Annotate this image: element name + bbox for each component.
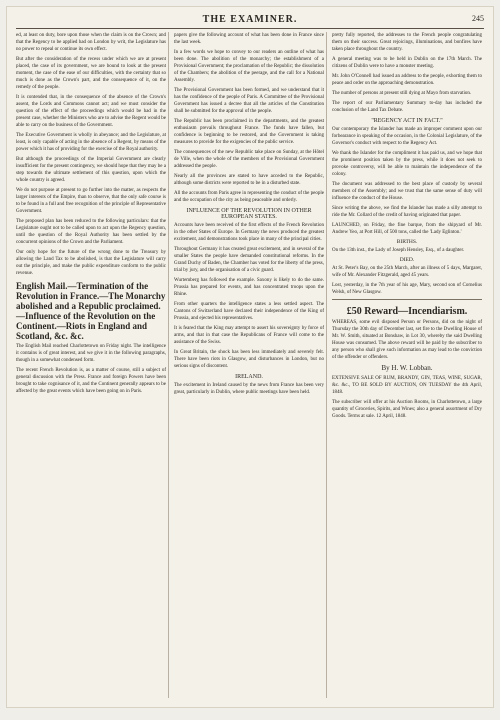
col3-paragraph-6: Our contemporary the Islander has made an improper comment upon our forbearance in speaking of the occasion, in the Colonial Legislature, of the Governor's conduct with respect to the Regency Act. [332, 127, 482, 146]
section-heading-regency: "REGENCY ACT IN FACT." [371, 118, 443, 124]
col1-paragraph-4: The Executive Government is wholly in abeyance; and the Legislature, at least, is only capable of acting in the absence of a Regent, by means of the power which it has of providing for the exercise of the Royal authority. [16, 133, 166, 152]
died-heading: DIED. [399, 257, 415, 263]
reward-ad-body: WHEREAS, some evil disposed Person or Persons, did on the night of Thursday the 30th day of December last, set fire to the Dwelling House of Mr. W. Smith, situated at Bonshaw, in Lot 30, whereby the said Dwelling House was consumed. The above reward will be paid by the subscriber to any person who shall give such information as may lead to the conviction of the offender or offenders. [332, 320, 482, 360]
col2-paragraph-7: All the accounts from Paris agree in representing the conduct of the people and the occupation of the city as being peaceable and orderly. [174, 191, 324, 203]
col2-paragraph-6: Nearly all the provinces are stated to have acceded to the Republic, although some districts were reported to be in a disturbed state. [174, 174, 324, 186]
col1-paragraph-10: The recent French Revolution is, as a matter of course, still a subject of general discussion with the Press. France and foreign Powers have been brought to take cognisance of it, and the Continent generally appears to be affected by the great events which have been going on in Paris. [16, 368, 166, 394]
column-3 [332, 32, 482, 423]
newspaper-page [6, 6, 494, 708]
reward-ad-title: £50 Reward—Incendiarism. [346, 306, 468, 317]
col3-paragraph-7: We thank the Islander for the compliment it has paid us, and we hope that the prominent position taken by the press, while it does not seek to provoke controversy, will be able to maintain the independence of the colony. [332, 151, 482, 177]
col3-paragraph-12: At St. Peter's Bay, on the 25th March, after an illness of 5 days, Margaret, wife of Mr. Alexander Fitzgerald, aged 45 years. [332, 266, 482, 278]
col3-paragraph-11: On the 13th inst., the Lady of Joseph Hensley, Esq., of a daughter. [332, 248, 465, 253]
col3-paragraph-10: LAUNCHED, on Friday, the fine barque, from the shipyard of Mr. Andrew Yeo, at Port Hill, of 500 tons, called the 'Lady Eglinton.' [332, 223, 482, 235]
auction-by-line: By H. W. Lobban. [381, 364, 433, 372]
column-2 [174, 32, 324, 399]
col2-paragraph-3: The Provisional Government has been formed, and we understand that it has the confidence of the people of Paris. A Committee of the Provisional Government has issued a decree that all the articles of the Constitution shall be submitted for the approval of the people. [174, 88, 324, 114]
auction-ad-body: The subscriber will offer at his Auction Rooms, in Charlottetown, a large quantity of Groceries, Spirits, and Wines; also a general assortment of Dry Goods. Terms at sale. 12 April, 1848. [332, 400, 482, 419]
col3-paragraph-3: Mr. John O'Connell had issued an address to the people, exhorting them to peace and order on the approaching demonstration. [332, 74, 482, 86]
masthead-title: THE EXAMINER. [202, 14, 298, 25]
col2-paragraph-2: In a few words we hope to convey to our readers an outline of what has been done. The abolition of the monarchy; the establishment of a Provisional Government; the proclamation of the Republic; the dissolution of the Chambers; the abolition of the peerage, and the call for a National Assembly. [174, 50, 324, 83]
header-rule [16, 28, 484, 29]
col1-paragraph-6: We do not purpose at present to go further into the matter, as respects the larger interests of the Empire, than to observe, that the only safe course is to be found in a full and free recognition of the principle of Representative Government. [16, 188, 166, 214]
auction-ad-heading: EXTENSIVE SALE OF RUM, BRANDY, GIN, TEAS, WINE, SUGAR, &c. &c., TO BE SOLD BY AUCTION, ON TUESDAY the 4th April, 1848. [332, 376, 482, 395]
col3-paragraph-5: The report of our Parliamentary Summary to-day has included the conclusion of the Land Tax Debate. [332, 101, 482, 113]
col2-paragraph-1: papers give the following account of what has been done in France since the last week. [174, 33, 324, 45]
col2-paragraph-13: In Great Britain, the shock has been less immediately and severely felt. There have been riots in Glasgow, and disturbances in London, but no serious signs of discontent. [174, 350, 324, 369]
col2-paragraph-9: Throughout Germany it has created great excitement, and in several of the smaller States the people have demanded constitutional reforms. In the Grand Duchy of Baden, the Chamber has voted for the liberty of the press, trial by jury, and the organisation of a civic guard. [174, 247, 324, 273]
col1-paragraph-9: The English Mail reached Charlottetown on Friday night. The intelligence it contains is of great interest, and we give it in the following paragraphs, though in a somewhat condensed form. [16, 344, 166, 363]
col2-paragraph-10: Wurtemberg has followed the example. Saxony is likely to do the same. Prussia has prepared for events, and has concentrated troops upon the Rhine. [174, 278, 324, 297]
section-heading-influence: INFLUENCE OF THE REVOLUTION IN OTHER EUROPEAN STATES. [186, 208, 312, 220]
col3-paragraph-13: Lost, yesterday, in the 7th year of his age, Mary, second son of Cornelius Welsh, of New Glasgow. [332, 283, 482, 295]
english-mail-heading: English Mail.—Termination of the Revolution in France.—The Monarchy abolished and a Republic proclaimed.—Influence of the Revolution on the Continent.—Riots in England and Scotland, &c. &c. [16, 281, 166, 341]
col2-paragraph-14: The excitement in Ireland caused by the news from France has been very great, particularly in Dublin, where public meetings have been held. [174, 383, 324, 395]
col1-paragraph-7: The proposed plan has been reduced to the following particulars: that the Legislature ought not to be called upon to act upon the Regency question, until the question of the Royal Authority has been settled by the concurrent opinions of the Crown and the Parliament. [16, 219, 166, 245]
col1-paragraph-8: Our only hope for the future of the wrong done to the Treasury by allowing the Land Tax to be abolished, is that the Legislature will carry out the principle, and make the public expenditure conform to the public revenue. [16, 250, 166, 276]
separator [332, 299, 482, 300]
col3-paragraph-2: A general meeting was to be held in Dublin on the 17th March. The citizens of Dublin were to have a monster meeting. [332, 57, 482, 69]
col2-paragraph-4: The Republic has been proclaimed in the departments, and the greatest enthusiasm prevails throughout France. The funds have fallen, but confidence is beginning to be restored, and the Government is taking measures to provide for the exigencies of the public service. [174, 119, 324, 145]
col2-paragraph-8: Accounts have been received of the first effects of the French Revolution in the other States of Europe. In Germany the news produced the greatest excitement, and demonstrations took place in many of the principal cities. [174, 223, 324, 242]
col3-paragraph-8: The document was addressed to the best place of custody by several members of the Assembly; and we trust that the same sense of duty will influence the conduct of the House. [332, 182, 482, 201]
page-number: 245 [472, 14, 484, 23]
page-header [16, 14, 484, 26]
col3-paragraph-9: Since writing the above, we find the Islander has made a silly attempt to ride the Mr. Collard of the credit of having originated that paper. [332, 206, 482, 218]
col2-paragraph-5: The consequences of the new Republic take place on Sunday, at the Hôtel de Ville, when the whole of the members of the Provisional Government addressed the people. [174, 150, 324, 169]
col2-paragraph-12: It is feared that the King may attempt to assert his sovereignty by force of arms, and that in that case the Republicans of France will come to the assistance of the Swiss. [174, 326, 324, 345]
col3-paragraph-4: The number of persons at present still dying at Mayo from starvation. [332, 91, 472, 96]
col1-paragraph-3: It is contended that, in the consequence of the absence of the Crown's assent, the Lords and Commons cannot act; and we must consider the question of the effect of the proceedings which would be had in the present case, whether the Ministers who are to advise the Regent would be able to carry on the business of the Government. [16, 95, 166, 128]
column-1 [16, 32, 166, 398]
col1-paragraph-1: ed, at least on duty, bore upon those when the claim is on the Crown; and that the Regency to be applied had on London by writ, the Legislature has no power to repeal or continue its own effect. [16, 33, 166, 52]
column-divider-right [326, 32, 327, 698]
col1-paragraph-5: But although the proceedings of the Imperial Government are clearly insufficient for the present contingency, we should hope that they may be a step towards the ultimate settlement of this question, upon which the whole country is agreed. [16, 157, 166, 183]
column-divider-left [168, 32, 169, 698]
births-heading: BIRTHS. [396, 239, 418, 245]
col3-paragraph-1: pretty fully reported, the addresses to the French people congratulating them on their success. Great rejoicings, illuminations, and bonfires have taken place throughout the country. [332, 33, 482, 52]
col1-paragraph-2: But after the consideration of the recess under which we are at present placed, the case of its government, we are bound to look at the present moment, the case of the ease of our difficulties, with the certainty that so much is done as the Crown's part, and the consequence of it, on the remedy of the people. [16, 57, 166, 90]
col2-paragraph-11: From other quarters the intelligence states a less settled aspect. The Cantons of Switzerland have declared their independence of the King of Prussia, and ejected his representatives. [174, 302, 324, 321]
section-heading-ireland: IRELAND. [235, 374, 263, 380]
